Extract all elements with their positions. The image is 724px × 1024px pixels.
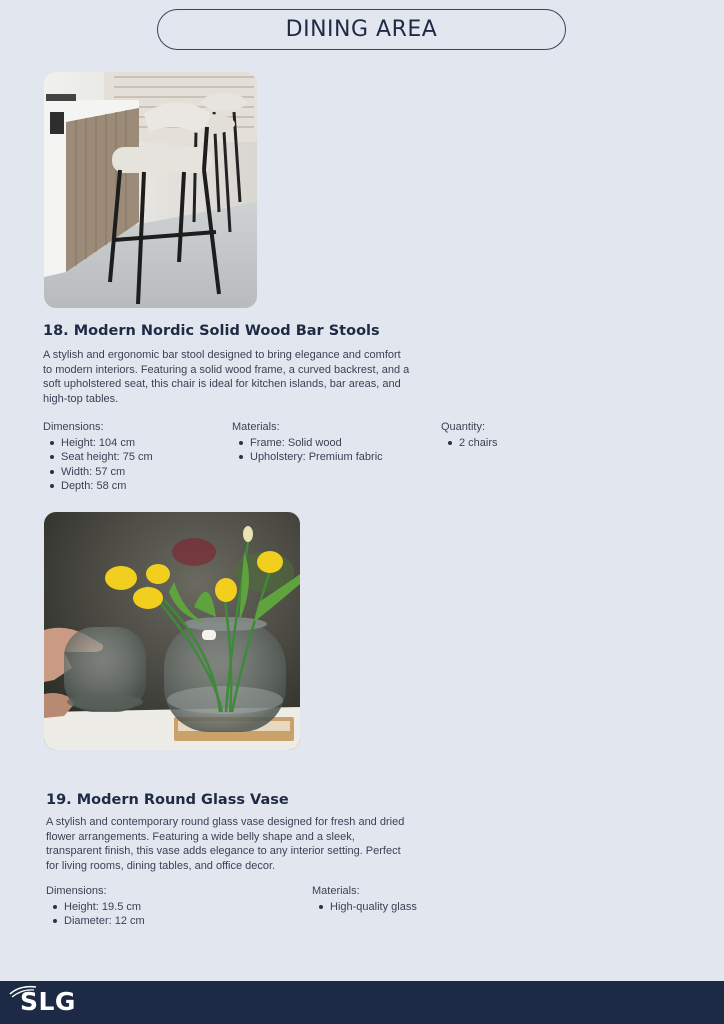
description-line: for living rooms, dining tables, and office decor. (46, 859, 276, 872)
product-title: 18. Modern Nordic Solid Wood Bar Stools (43, 323, 380, 339)
materials-label: Materials: (312, 885, 360, 897)
product-description (46, 815, 476, 873)
dimension-item: Seat height: 75 cm (43, 450, 153, 465)
quantity-item: 2 chairs (441, 436, 498, 451)
materials-label: Materials: (232, 421, 280, 433)
dimensions-section (43, 420, 153, 494)
description-line: to modern interiors. Featuring a solid wood frame, a curved backrest, and a (43, 363, 410, 376)
material-item: Upholstery: Premium fabric (232, 450, 383, 465)
quantity-label: Quantity: (441, 421, 486, 433)
description-line: flower arrangements. Featuring a wide belly shape and a sleek, (46, 830, 355, 843)
bar-stools-photo (44, 72, 257, 308)
materials-section (312, 884, 417, 914)
description-line: transparent finish, this vase adds elegance to any interior setting. Perfect (46, 845, 401, 858)
dimension-item: Depth: 58 cm (43, 479, 153, 494)
materials-section (232, 420, 383, 465)
company-logo: SLG (20, 987, 76, 1016)
material-item: Frame: Solid wood (232, 436, 383, 451)
dimensions-label: Dimensions: (46, 885, 107, 897)
glass-vase-photo (44, 512, 300, 750)
description-line: A stylish and ergonomic bar stool designed to bring elegance and comfort (43, 349, 401, 361)
description-line: soft upholstered seat, this chair is ideal for kitchen islands, bar areas, and (43, 378, 401, 391)
dimensions-label: Dimensions: (43, 421, 104, 433)
dimension-item: Height: 19.5 cm (46, 900, 145, 915)
dimensions-section (46, 884, 145, 929)
dimension-item: Height: 104 cm (43, 436, 153, 451)
dimension-item: Diameter: 12 cm (46, 914, 145, 929)
page-title: DINING AREA (157, 9, 566, 50)
footer-bar (0, 981, 724, 1024)
description-line: A stylish and contemporary round glass vase designed for fresh and dried (46, 816, 405, 828)
product-description (43, 348, 473, 406)
material-item: High-quality glass (312, 900, 417, 915)
dimension-item: Width: 57 cm (43, 465, 153, 480)
product-title: 19. Modern Round Glass Vase (46, 792, 289, 808)
quantity-section (441, 420, 498, 450)
description-line: high-top tables. (43, 392, 119, 405)
